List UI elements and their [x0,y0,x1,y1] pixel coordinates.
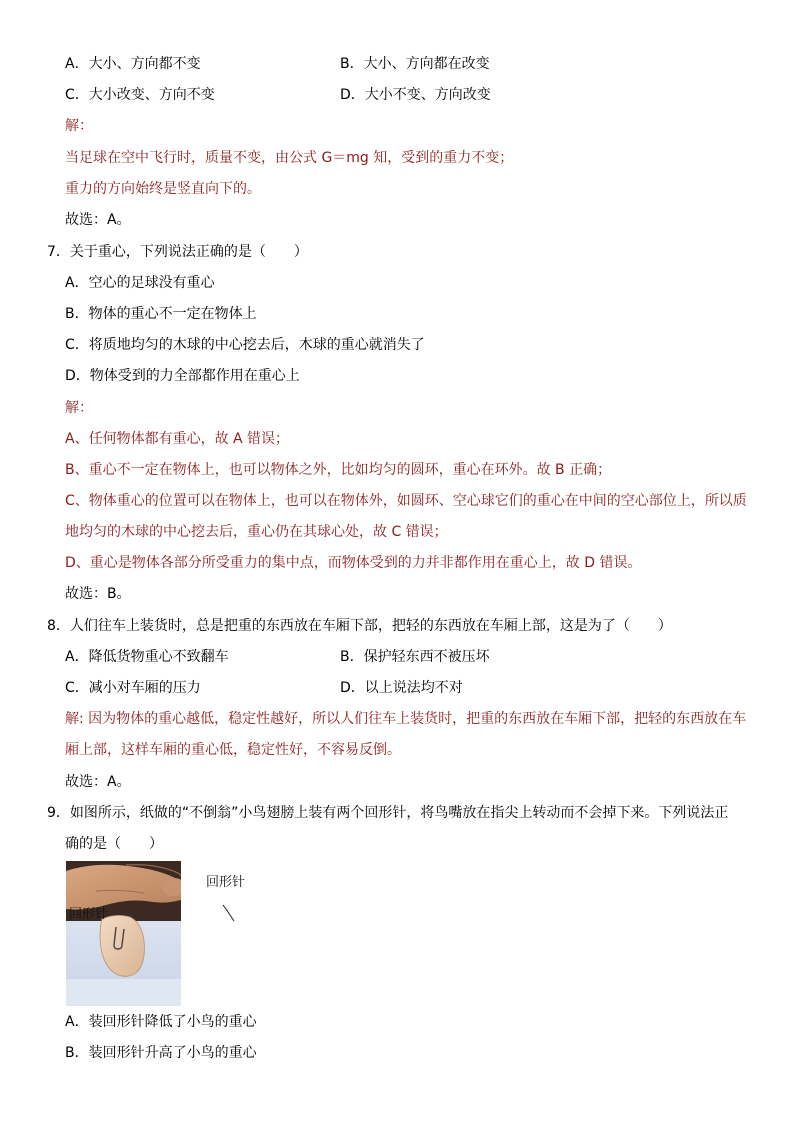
q6-answer: 故选：A。 [65,212,131,228]
q6-option-a: A．大小、方向都不变 [65,56,201,72]
q8-option-d: D．以上说法均不对 [340,680,463,696]
q6-option-c: C．大小改变、方向不变 [65,87,215,103]
q9-option-b: B．装回形针升高了小鸟的重心 [65,1045,257,1061]
q7-answer: 故选：B。 [65,586,131,602]
q7-solution-line-1: A、任何物体都有重心，故 A 错误； [65,431,290,447]
q7-solution-line-5: D、重心是物体各部分所受重力的集中点，而物体受到的力并非都作用在重心上，故 D 错误。 [65,555,642,571]
q6-option-d: D．大小不变、方向改变 [340,87,491,103]
q7-solution-line-2: B、重心不一定在物体上，也可以物体之外，比如均匀的圆环，重心在环外。故 B 正确； [65,462,612,478]
q6-option-b: B．大小、方向都在改变 [340,56,490,72]
q7-stem: 7．关于重心，下列说法正确的是（ ） [47,244,308,260]
q9-bird-figure [66,861,256,1006]
q8-option-b: B．保护轻东西不被压坏 [340,649,490,665]
q7-option-a: A．空心的足球没有重心 [65,275,215,291]
q6-solution-line-1: 当足球在空中飞行时，质量不变，由公式 G＝mg 知，受到的重力不变； [65,150,514,166]
q9-option-a: A．装回形针降低了小鸟的重心 [65,1014,257,1030]
q8-solution-line-1: 解: 因为物体的重心越低，稳定性越好，所以人们往车上装货时，把重的东西放在车厢下部，把轻的东西放在车 [65,711,747,727]
q8-stem: 8．人们往车上装货时，总是把重的东西放在车厢下部，把轻的东西放在车厢上部，这是为了（ ） [47,618,672,634]
q7-solution-label: 解： [65,400,93,416]
figure-label-right-paperclip: 回形针 [206,875,246,890]
q6-solution-line-2: 重力的方向始终是竖直向下的。 [65,181,261,197]
q7-solution-line-3: C、物体重心的位置可以在物体上，也可以在物体外，如圆环、空心球它们的重心在中间的空心部位上，所以质 [65,493,747,509]
q7-option-d: D．物体受到的力全部都作用在重心上 [65,368,300,384]
q8-option-c: C．减小对车厢的压力 [65,680,201,696]
q9-stem-line-2: 确的是（ ） [65,836,163,852]
figure-label-left-paperclip: 回形针 [69,907,109,922]
q6-solution-label: 解： [65,118,93,134]
q7-option-c: C．将质地均匀的木球的中心挖去后，木球的重心就消失了 [65,337,425,353]
q8-solution-line-2: 厢上部，这样车厢的重心低，稳定性好，不容易反倒。 [65,742,401,758]
q8-answer: 故选：A。 [65,774,131,790]
q7-option-b: B．物体的重心不一定在物体上 [65,306,257,322]
q9-stem-line-1: 9．如图所示，纸做的“不倒翁”小鸟翅膀上装有两个回形针，将鸟嘴放在指尖上转动而不会掉下来。下列说法正 [47,805,729,821]
q7-solution-line-4: 地均匀的木球的中心挖去后，重心仍在其球心处，故 C 错误； [65,524,448,540]
q8-option-a: A．降低货物重心不致翻车 [65,649,229,665]
